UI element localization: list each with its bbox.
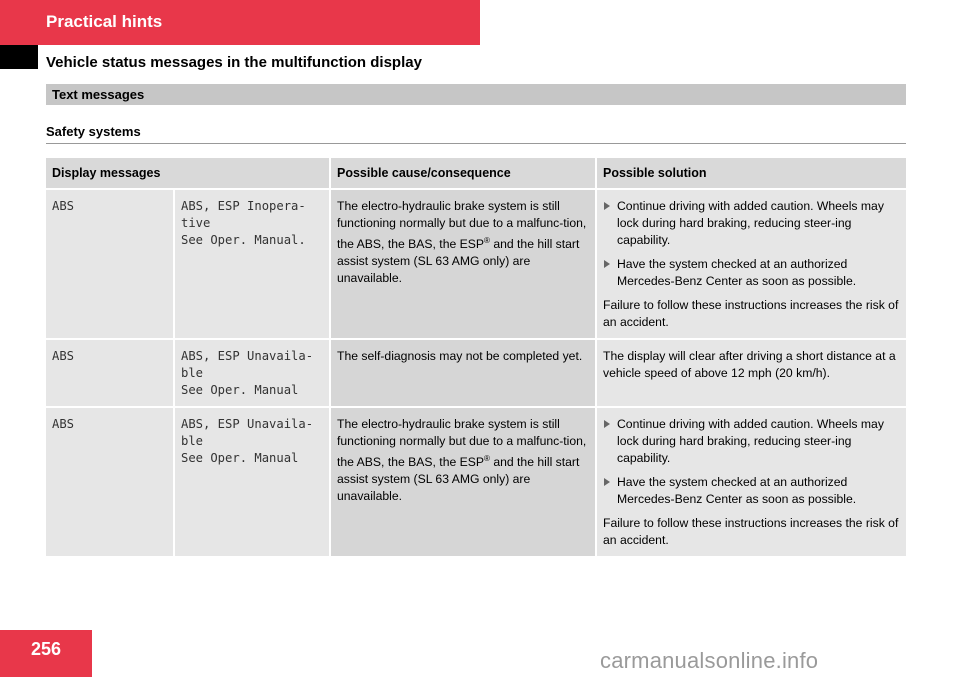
cause-cell: The electro-hydraulic brake system is still functioning normally but due to a malfunc-tion, the ABS, the BAS, the ESP® and the hill start assist system (SL 63 AMG only) are unavailable. bbox=[330, 189, 596, 339]
symbol-cell: ABS bbox=[46, 189, 174, 339]
header-solution: Possible solution bbox=[596, 158, 906, 189]
band-label: Text messages bbox=[52, 87, 145, 102]
step-item: Have the system checked at an authorized Mercedes-Benz Center as soon as possible. bbox=[603, 256, 900, 290]
header-display-messages: Display messages bbox=[46, 158, 330, 189]
section-title: Practical hints bbox=[46, 12, 163, 31]
warning-text: Failure to follow these instructions increases the risk of an accident. bbox=[603, 298, 899, 329]
symbol-cell: ABS bbox=[46, 407, 174, 557]
solution-cell: The display will clear after driving a short distance at a vehicle speed of above 12 mph (20 km/h). bbox=[596, 339, 906, 407]
warning-text: Failure to follow these instructions increases the risk of an accident. bbox=[603, 516, 899, 547]
step-item: Have the system checked at an authorized Mercedes-Benz Center as soon as possible. bbox=[603, 474, 900, 508]
step-item: Continue driving with added caution. Wheels may lock during hard braking, reducing steer-ing capability. bbox=[603, 198, 900, 249]
messages-table bbox=[46, 158, 906, 558]
text-messages-band bbox=[46, 84, 906, 105]
page-number-box bbox=[0, 630, 92, 677]
page-subtitle: Vehicle status messages in the multifunction display bbox=[46, 54, 422, 71]
message-cell: ABS, ESP Inopera- tive See Oper. Manual. bbox=[174, 189, 330, 339]
tab-marker bbox=[0, 45, 38, 69]
divider bbox=[46, 143, 906, 144]
table-header-row bbox=[46, 158, 906, 189]
page-number: 256 bbox=[30, 639, 62, 659]
cause-cell: The self-diagnosis may not be completed yet. bbox=[330, 339, 596, 407]
message-cell: ABS, ESP Unavaila- ble See Oper. Manual bbox=[174, 339, 330, 407]
subsection-heading: Safety systems bbox=[46, 124, 141, 139]
solution-cell bbox=[596, 407, 906, 557]
table-row bbox=[46, 407, 906, 557]
solution-cell bbox=[596, 189, 906, 339]
step-item: Continue driving with added caution. Wheels may lock during hard braking, reducing steer-ing capability. bbox=[603, 416, 900, 467]
table-row bbox=[46, 189, 906, 339]
table-row bbox=[46, 339, 906, 407]
watermark: carmanualsonline.info bbox=[600, 648, 819, 673]
cause-cell: The electro-hydraulic brake system is still functioning normally but due to a malfunc-tion, the ABS, the BAS, the ESP® and the hill start assist system (SL 63 AMG only) are unavailable. bbox=[330, 407, 596, 557]
symbol-cell: ABS bbox=[46, 339, 174, 407]
header-cause: Possible cause/consequence bbox=[330, 158, 596, 189]
message-cell: ABS, ESP Unavaila- ble See Oper. Manual bbox=[174, 407, 330, 557]
